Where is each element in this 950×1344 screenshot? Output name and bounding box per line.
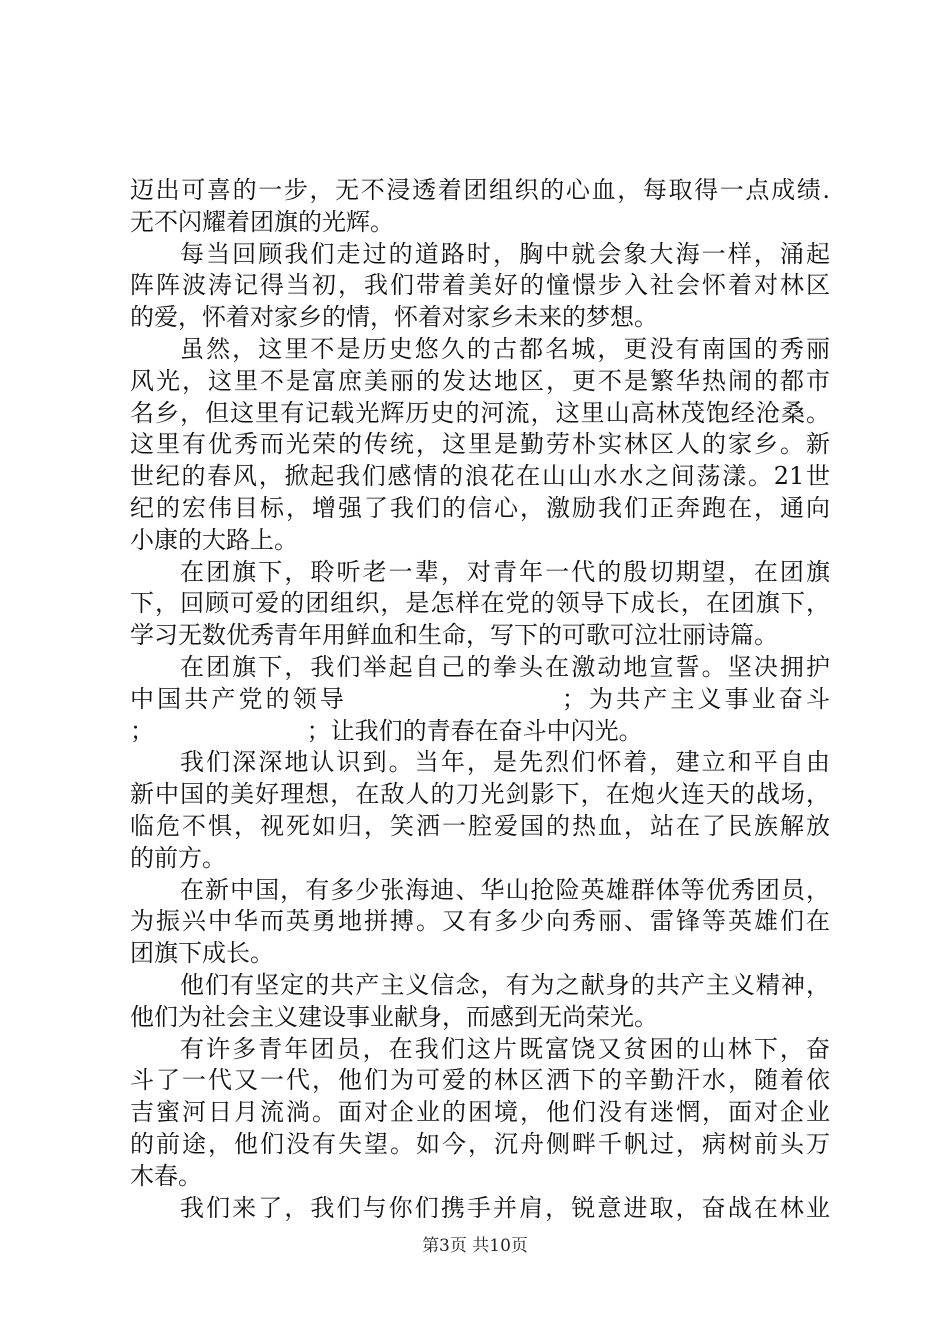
text-line: 在团旗下，聆听老一辈，对青年一代的殷切期望，在团旗 <box>180 557 830 586</box>
text-line: 下，回顾可爱的团组织，是怎样在党的领导下成长，在团旗下， <box>130 589 830 618</box>
text-line: 世纪的春风，掀起我们感情的浪花在山山水水之间荡漾。21世 <box>130 462 830 491</box>
text-line: 阵阵波涛记得当初，我们带着美好的憧憬步入社会怀着对林区 <box>130 271 830 300</box>
text-line: 的前方。 <box>130 843 226 872</box>
text-line: 他们有坚定的共产主义信念，有为之献身的共产主义精神， <box>180 970 830 999</box>
text-line: 虽然，这里不是历史悠久的古都名城，更没有南国的秀丽 <box>180 334 830 363</box>
text-line: 迈出可喜的一步，无不浸透着团组织的心血，每取得一点成绩. <box>130 176 830 204</box>
text-line: 为振兴中华而英勇地拼搏。又有多少向秀丽、雷锋等英雄们在 <box>130 907 830 936</box>
text-line: 吉蜜河日月流淌。面对企业的困境，他们没有迷惘，面对企业 <box>130 1098 830 1127</box>
text-line: 的爱，怀着对家乡的情，怀着对家乡未来的梦想。 <box>130 303 658 332</box>
text-line: 学习无数优秀青年用鲜血和生命，写下的可歌可泣壮丽诗篇。 <box>130 621 778 650</box>
text-line: 每当回顾我们走过的道路时，胸中就会象大海一样，涌起 <box>180 239 830 268</box>
text-line: 我们深深地认识到。当年，是先烈们怀着，建立和平自由 <box>180 748 830 777</box>
text-line: 这里有优秀而光荣的传统，这里是勤劳朴实林区人的家乡。新 <box>130 430 830 459</box>
body-text <box>130 175 830 1224</box>
text-line: 的前途，他们没有失望。如今，沉舟侧畔千帆过，病树前头万 <box>130 1129 830 1158</box>
text-line: 我们来了，我们与你们携手并肩，锐意进取，奋战在林业 <box>180 1193 830 1222</box>
text-line: 新中国的美好理想，在敌人的刀光剑影下，在炮火连天的战场， <box>130 780 830 809</box>
text-line: 临危不惧，视死如归，笑洒一腔爱国的热血，站在了民族解放 <box>130 811 830 840</box>
text-line: 名乡，但这里有记载光辉历史的河流，这里山高林茂饱经沧桑。 <box>130 398 830 427</box>
text-line: 小康的大路上。 <box>130 525 298 554</box>
text-line: 无不闪耀着团旗的光辉。 <box>130 207 394 236</box>
text-line: 有许多青年团员，在我们这片既富饶又贫困的山林下，奋 <box>180 1034 830 1063</box>
text-line: 风光，这里不是富庶美丽的发达地区，更不是繁华热闹的都市 <box>130 366 830 395</box>
text-line: 木春。 <box>130 1161 202 1190</box>
text-line: 纪的宏伟目标，增强了我们的信心，激励我们正奔跑在，通向 <box>130 493 830 522</box>
text-line: 斗了一代又一代，他们为可爱的林区洒下的辛勤汗水，随着依 <box>130 1066 830 1095</box>
page-footer: 第3页 共10页 <box>422 1236 528 1256</box>
text-line: 他们为社会主义建设事业献身，而感到无尚荣光。 <box>130 1002 658 1031</box>
text-line: 团旗下成长。 <box>130 939 274 968</box>
text-line: 中国共产党的领导 ；为共产主义事业奋斗 <box>130 684 830 713</box>
text-line: ； ；让我们的青春在奋斗中闪光。 <box>130 716 643 745</box>
text-line: 在新中国，有多少张海迪、华山抢险英雄群体等优秀团员， <box>180 875 830 904</box>
text-line: 在团旗下，我们举起自己的拳头在激动地宣誓。坚决拥护 <box>180 652 830 681</box>
